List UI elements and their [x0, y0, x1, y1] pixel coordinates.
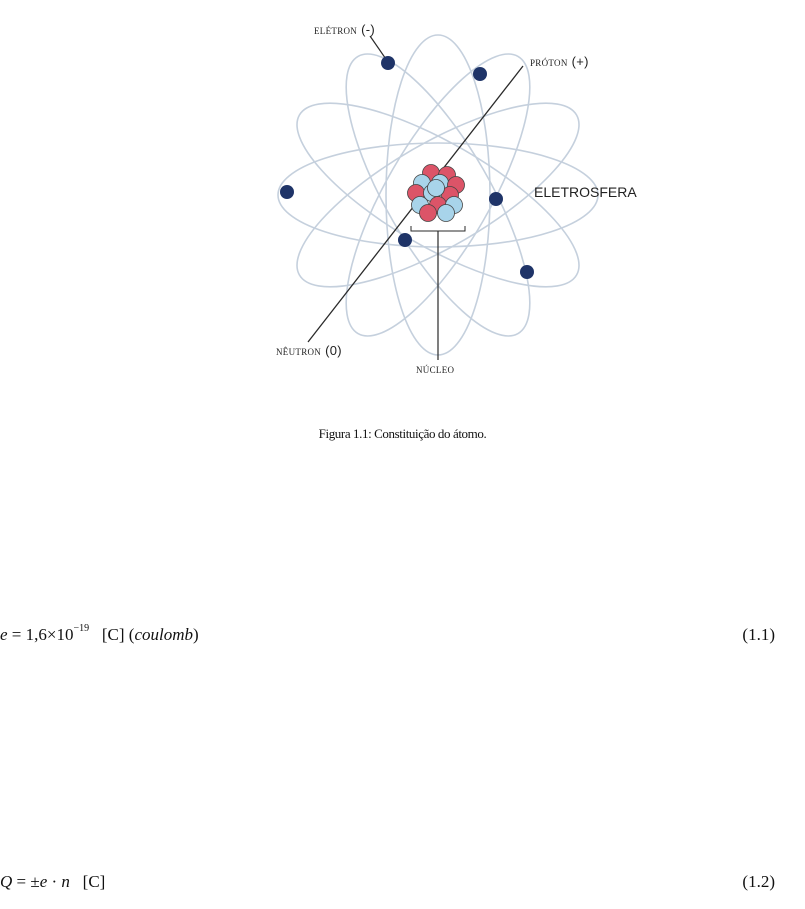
eq2-dot: ·: [47, 872, 62, 891]
eq1-lhs: e: [0, 625, 8, 644]
eq2-eq: = ±: [12, 872, 40, 891]
electron-particle: [381, 56, 395, 70]
electrons: [280, 56, 534, 279]
eq1-unit-name: coulomb: [134, 625, 194, 644]
label-proton: [530, 54, 589, 69]
neutron-particle: [428, 180, 445, 197]
figure-caption: Figura 1.1: Constituição do átomo.: [318, 426, 487, 441]
eq1-exponent: −19: [73, 623, 90, 635]
electron-particle: [280, 185, 294, 199]
equation-number-1-1: (1.1): [742, 625, 775, 644]
eq1-value: = 1,6×10: [7, 625, 74, 644]
equation-number-1-2: (1.2): [742, 872, 775, 891]
atom-figure: [260, 0, 637, 392]
label-neutron: [276, 343, 342, 358]
eq2-unit: [C]: [82, 872, 106, 891]
proton-particle: [420, 205, 437, 222]
label-neutron-sign: (0): [325, 343, 342, 358]
nucleus: [408, 165, 465, 222]
neutron-particle: [438, 205, 455, 222]
eq2-n: n: [61, 872, 70, 891]
electron-particle: [520, 265, 534, 279]
label-proton-sign: (+): [571, 54, 589, 69]
eq1-paren-close: ): [193, 625, 199, 644]
eq1-paren-open: (: [128, 625, 135, 644]
label-eletrosfera: ELETROSFERA: [534, 184, 637, 200]
equation-1-2: [0, 872, 105, 892]
label-neutron-text: NÊUTRON: [276, 347, 322, 357]
electron-particle: [398, 233, 412, 247]
label-eletron-text: ELÉTRON: [314, 26, 358, 36]
label-proton-text: PRÓTON: [530, 58, 568, 68]
nucleo-bracket: [411, 226, 465, 231]
eq1-unit: [C]: [101, 625, 125, 644]
electron-particle: [473, 67, 487, 81]
label-eletron: [314, 22, 375, 37]
electron-particle: [489, 192, 503, 206]
label-eletron-sign: (-): [361, 22, 375, 37]
eq2-e: e: [39, 872, 48, 891]
label-nucleo: NÚCLEO: [416, 365, 455, 375]
equation-1-1: [0, 625, 199, 645]
eq2-lhs: Q: [0, 872, 13, 891]
